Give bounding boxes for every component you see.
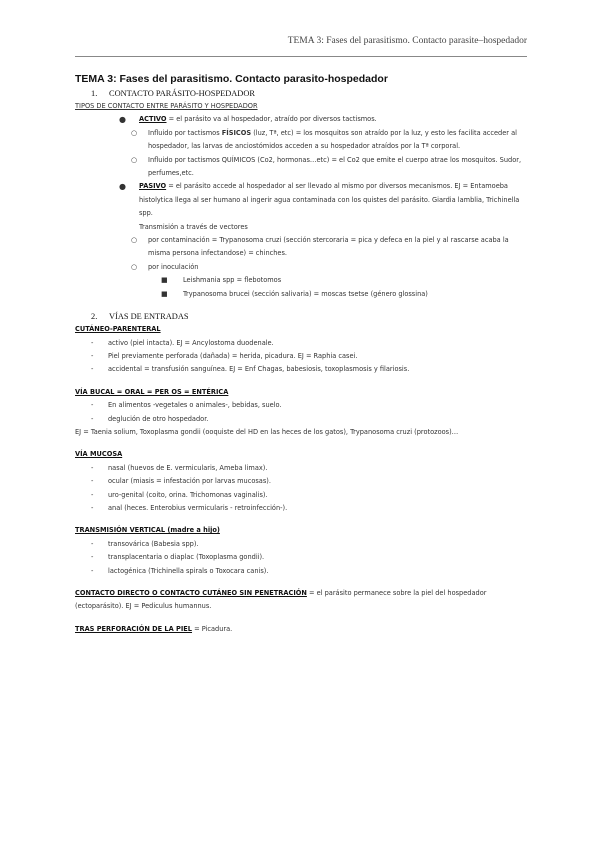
activo-label: ACTIVO <box>139 115 167 124</box>
list-item-text: transovárica (Babesia spp). <box>108 539 199 548</box>
section-1-number: 1. <box>91 89 98 98</box>
square-bullet-icon: ■ <box>161 276 168 285</box>
list-item <box>75 413 527 426</box>
pasivo-text: = el parásito accede al hospedador al ser llevado al mismo por diversos mecanismos. EJ = Entamoeba histolytica llega al ser humano al ingerir agua contaminada con los quistes del parásito. Giardia lamblia, Trichinella spp. <box>139 182 520 218</box>
dash-bullet-icon: - <box>91 463 94 472</box>
cutaneo-heading: CUTÁNEO-PARENTERAL <box>75 325 161 334</box>
list-item-text: anal (heces. Enterobius vermicularis - retroinfección-). <box>108 503 288 512</box>
spacer <box>75 301 527 310</box>
list-item <box>75 363 527 376</box>
fisicos-bold: FÍSICOS <box>221 128 252 137</box>
dash-bullet-icon: - <box>91 566 94 575</box>
directo-heading: CONTACTO DIRECTO O CONTACTO CUTÁNEO SIN PENETRACIÓN <box>75 589 307 597</box>
list-item <box>75 337 527 350</box>
dash-bullet-icon: - <box>91 351 94 360</box>
hollow-bullet-icon: ○ <box>131 155 138 164</box>
square-bullet-icon: ■ <box>161 289 168 298</box>
list-item-text: lactogénica (Trichinella spirals o Toxocara canis). <box>108 566 269 575</box>
dash-bullet-icon: - <box>91 414 94 423</box>
list-item <box>75 462 527 475</box>
directo-paragraph <box>75 587 527 614</box>
dash-bullet-icon: - <box>91 553 94 562</box>
pasivo-item <box>75 180 527 220</box>
list-item-text: ocular (miasis = infestación por larvas mucosas). <box>108 477 271 486</box>
quimicos-text: Influido por tactismos QUÍMICOS (Co2, hormonas…etc) = el Co2 que emite el cuerpo atrae los mosquitos. Sudor, perfumes,etc. <box>148 155 522 178</box>
bucal-heading: VÍA BUCAL = ORAL = PER OS = ENTÉRICA <box>75 387 229 396</box>
list-item-text: accidental = transfusión sanguínea. EJ = Enf Chagas, babesiosis, toxoplasmosis y filariosis. <box>108 365 410 374</box>
list-item <box>75 350 527 363</box>
contaminacion-text: por contaminación = Trypanosoma cruzi (sección stercoraria = pica y defeca en la piel y al rascarse acaba la misma persona infectandose) = chinches. <box>148 236 509 258</box>
spacer <box>75 377 527 386</box>
list-item <box>75 489 527 502</box>
fisicos-post: (luz, Tª, etc) = los mosquitos son atraído por la luz, y esto les facilita acceder al hospedador, las larvas de anciostómidos acceden a su hospedador atraídos por la Tª corporal. <box>148 128 517 151</box>
tras-paragraph <box>75 623 527 636</box>
vertical-heading: TRANSMISIÓN VERTICAL (madre a hijo) <box>75 526 220 535</box>
list-item <box>75 551 527 564</box>
section-2-heading <box>75 310 527 323</box>
document-body <box>75 72 527 636</box>
page-header: TEMA 3: Fases del parasitismo. Contacto parasite–hospedador <box>287 36 527 46</box>
hollow-bullet-icon: ○ <box>131 262 138 271</box>
list-item-text: Piel previamente perforada (dañada) = herida, picadura. EJ = Raphia casei. <box>108 351 358 360</box>
spacer <box>75 578 527 587</box>
fisicos-item <box>75 127 527 154</box>
dash-bullet-icon: - <box>91 490 94 499</box>
spacer <box>75 515 527 524</box>
activo-item <box>75 113 527 126</box>
hollow-bullet-icon: ○ <box>131 236 138 245</box>
tipos-heading: TIPOS DE CONTACTO ENTRE PARÁSITO Y HOSPEDADOR <box>75 102 258 110</box>
list-item <box>75 399 527 412</box>
dash-bullet-icon: - <box>91 539 94 548</box>
section-1-heading <box>75 87 527 100</box>
document-title: TEMA 3: Fases del parasitismo. Contacto parasito-hospedador <box>75 73 388 85</box>
dash-bullet-icon: - <box>91 401 94 410</box>
dash-bullet-icon: - <box>91 365 94 374</box>
activo-text: = el parásito va al hospedador, atraído por diversos tactismos. <box>166 115 377 124</box>
mucosa-heading: VÍA MUCOSA <box>75 450 123 459</box>
list-item-text: transplacentaria o diaplac (Toxoplasma gondii). <box>108 553 265 562</box>
hollow-bullet-icon: ○ <box>131 128 138 137</box>
spacer <box>75 439 527 448</box>
list-item <box>75 565 527 578</box>
trypanosoma-brucei-item <box>75 288 527 301</box>
list-item <box>75 475 527 488</box>
pasivo-label: PASIVO <box>139 182 167 191</box>
directo-text: = el parásito permanece sobre la piel del hospedador (ectoparásito). EJ = Pediculus humannus. <box>75 589 487 611</box>
spacer <box>75 614 527 623</box>
fisicos-pre: Influido por tactismos <box>148 128 222 137</box>
quimicos-item <box>75 154 527 181</box>
trypanosoma-brucei-text: Trypanosoma brucei (sección salivaria) = moscas tsetse (género glossina) <box>183 289 428 298</box>
contaminacion-item <box>75 234 527 261</box>
inoculacion-item <box>75 261 527 274</box>
vectores-text: Transmisión a través de vectores <box>139 222 248 231</box>
list-item <box>75 538 527 551</box>
inoculacion-text: por inoculación <box>148 262 199 271</box>
list-item-text: nasal (huevos de E. vermicularis, Ameba limax). <box>108 463 268 472</box>
dash-bullet-icon: - <box>91 338 94 347</box>
filled-bullet-icon: ● <box>119 115 126 125</box>
list-item-text: activo (piel intacta). EJ = Ancylostoma duodenale. <box>108 338 274 347</box>
header-rule <box>75 56 527 57</box>
section-1-label: CONTACTO PARÁSITO-HOSPEDADOR <box>109 89 255 98</box>
dash-bullet-icon: - <box>91 503 94 512</box>
section-2-label: VÍAS DE ENTRADAS <box>109 312 189 322</box>
list-item-text: uro-genital (coito, orina. Trichomonas vaginalis). <box>108 490 268 499</box>
bucal-example: EJ = Taenia solium, Toxoplasma gondii (ooquiste del HD en las heces de los gatos), Trypanosoma cruzi (protozoos)… <box>75 427 459 436</box>
filled-bullet-icon: ● <box>119 182 126 192</box>
dash-bullet-icon: - <box>91 477 94 486</box>
tras-heading: TRAS PERFORACIÓN DE LA PIEL <box>75 624 193 633</box>
list-item-text: En alimentos -vegetales o animales-, bebidas, suelo. <box>108 401 282 410</box>
tras-text: = Picadura. <box>192 624 233 633</box>
leishmania-text: Leishmania spp = flebotomos <box>183 276 282 285</box>
leishmania-item <box>75 274 527 287</box>
list-item-text: deglución de otro hospedador. <box>108 414 209 423</box>
section-2-number: 2. <box>91 312 98 322</box>
list-item <box>75 502 527 515</box>
